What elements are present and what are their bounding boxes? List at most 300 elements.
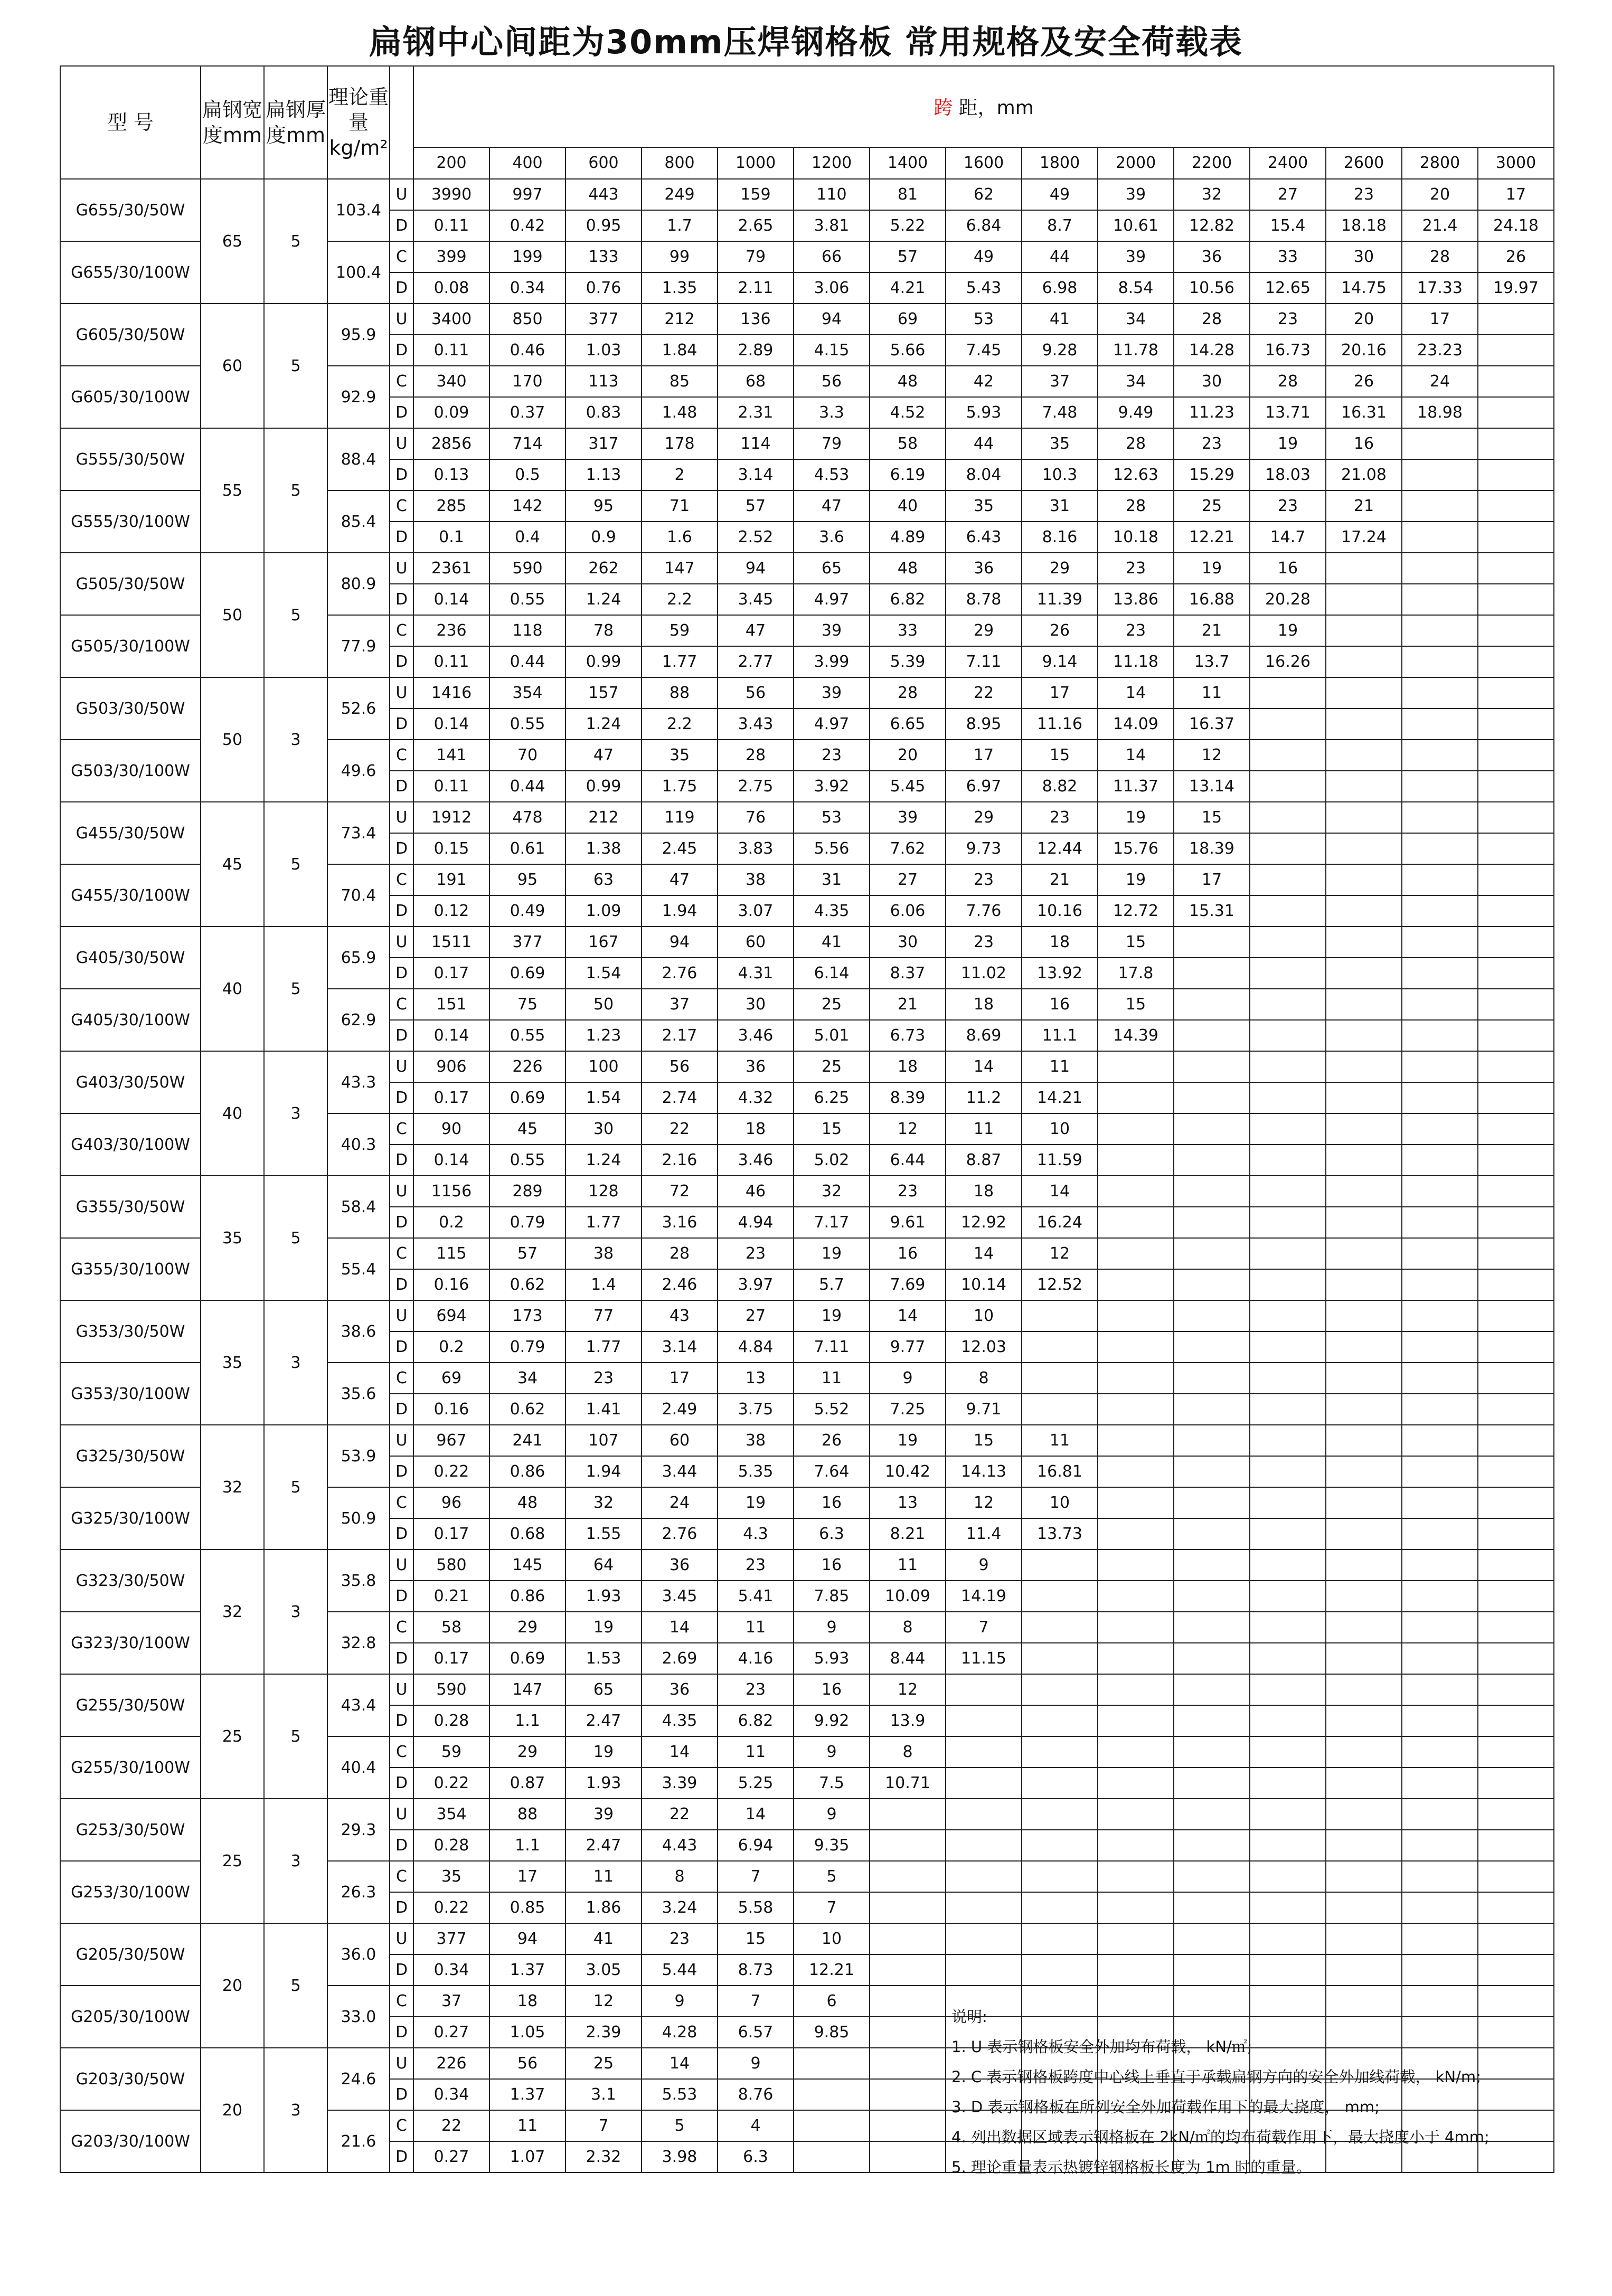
value-cell: 1.4 bbox=[565, 1269, 642, 1300]
value-cell: 30 bbox=[565, 1113, 642, 1145]
value-cell: 11 bbox=[565, 1861, 642, 1892]
empty-cell bbox=[1174, 1238, 1250, 1269]
flat-bar-thickness: 5 bbox=[264, 428, 327, 553]
value-cell: 30 bbox=[870, 927, 946, 958]
empty-cell bbox=[1174, 1674, 1250, 1705]
note-item: 4. 列出数据区域表示钢格板在 2kN/㎡的均布荷载作用下，最大挠度小于 4mm; bbox=[951, 2128, 1490, 2146]
value-cell: 9 bbox=[718, 2048, 794, 2079]
empty-cell bbox=[1402, 1300, 1478, 1331]
value-cell: 57 bbox=[489, 1238, 565, 1269]
load-type-letter: C bbox=[390, 490, 413, 522]
table-row bbox=[60, 1425, 1554, 1456]
empty-cell bbox=[1098, 1425, 1174, 1456]
span-value: 1600 bbox=[946, 147, 1022, 179]
empty-cell bbox=[1478, 1923, 1554, 1954]
flat-bar-width: 25 bbox=[201, 1799, 264, 1923]
empty-cell bbox=[1402, 490, 1478, 522]
value-cell: 38 bbox=[718, 864, 794, 895]
theoretical-weight: 50.9 bbox=[327, 1487, 390, 1549]
value-cell: 62 bbox=[946, 179, 1022, 210]
load-type-letter: U bbox=[390, 1176, 413, 1207]
value-cell: 30 bbox=[1174, 366, 1250, 397]
empty-cell bbox=[1174, 1051, 1250, 1082]
model-name: G505/30/50W bbox=[60, 553, 201, 615]
empty-cell bbox=[1174, 1518, 1250, 1549]
value-cell: 69 bbox=[413, 1363, 489, 1394]
value-cell: 11.37 bbox=[1098, 771, 1174, 802]
empty-cell bbox=[1098, 1799, 1174, 1830]
value-cell: 9.73 bbox=[946, 833, 1022, 864]
value-cell: 1.24 bbox=[565, 584, 642, 615]
value-cell: 8 bbox=[870, 1612, 946, 1643]
value-cell: 12.92 bbox=[946, 1207, 1022, 1238]
empty-cell bbox=[1478, 1363, 1554, 1394]
value-cell: 2 bbox=[642, 459, 718, 490]
empty-cell bbox=[1174, 1113, 1250, 1145]
empty-cell bbox=[1402, 771, 1478, 802]
empty-cell bbox=[1022, 1674, 1098, 1705]
value-cell: 2.76 bbox=[642, 958, 718, 989]
value-cell: 10 bbox=[1022, 1487, 1098, 1518]
table-row bbox=[60, 553, 1554, 584]
value-cell: 7.11 bbox=[946, 646, 1022, 677]
table-row bbox=[60, 927, 1554, 958]
empty-cell bbox=[1326, 1051, 1402, 1082]
value-cell: 0.42 bbox=[489, 210, 565, 241]
value-cell: 39 bbox=[565, 1799, 642, 1830]
value-cell: 11 bbox=[1174, 677, 1250, 708]
value-cell: 11.18 bbox=[1098, 646, 1174, 677]
value-cell: 49 bbox=[946, 241, 1022, 272]
empty-cell bbox=[794, 2079, 870, 2110]
value-cell: 13.14 bbox=[1174, 771, 1250, 802]
empty-cell bbox=[1098, 1363, 1174, 1394]
empty-cell bbox=[794, 2141, 870, 2172]
empty-cell bbox=[1478, 490, 1554, 522]
load-type-letter: U bbox=[390, 1425, 413, 1456]
value-cell: 0.08 bbox=[413, 272, 489, 304]
empty-cell bbox=[870, 1892, 946, 1923]
value-cell: 23 bbox=[718, 1238, 794, 1269]
value-cell: 12 bbox=[870, 1113, 946, 1145]
load-type-letter: D bbox=[390, 2017, 413, 2048]
load-type-letter: D bbox=[390, 1020, 413, 1051]
notes-heading: 说明: bbox=[951, 2008, 987, 2026]
empty-cell bbox=[1326, 1674, 1402, 1705]
value-cell: 11.15 bbox=[946, 1643, 1022, 1674]
value-cell: 18 bbox=[489, 1986, 565, 2017]
value-cell: 8.69 bbox=[946, 1020, 1022, 1051]
empty-cell bbox=[1478, 1238, 1554, 1269]
value-cell: 1.05 bbox=[489, 2017, 565, 2048]
empty-cell bbox=[946, 1674, 1022, 1705]
value-cell: 850 bbox=[489, 304, 565, 335]
value-cell: 4.43 bbox=[642, 1830, 718, 1861]
value-cell: 16.26 bbox=[1250, 646, 1326, 677]
value-cell: 3.39 bbox=[642, 1768, 718, 1799]
flat-bar-width: 20 bbox=[201, 1923, 264, 2048]
theoretical-weight: 21.6 bbox=[327, 2110, 390, 2172]
empty-cell bbox=[1174, 1892, 1250, 1923]
flat-bar-width: 45 bbox=[201, 802, 264, 927]
value-cell: 159 bbox=[718, 179, 794, 210]
empty-cell bbox=[1174, 1363, 1250, 1394]
value-cell: 157 bbox=[565, 677, 642, 708]
value-cell: 57 bbox=[718, 490, 794, 522]
value-cell: 36 bbox=[1174, 241, 1250, 272]
empty-cell bbox=[1174, 1425, 1250, 1456]
value-cell: 1912 bbox=[413, 802, 489, 833]
value-cell: 35 bbox=[413, 1861, 489, 1892]
table-row bbox=[60, 1549, 1554, 1581]
value-cell: 6.73 bbox=[870, 1020, 946, 1051]
empty-cell bbox=[1402, 1207, 1478, 1238]
value-cell: 5.43 bbox=[946, 272, 1022, 304]
value-cell: 5.66 bbox=[870, 335, 946, 366]
value-cell: 7.76 bbox=[946, 895, 1022, 927]
value-cell: 0.46 bbox=[489, 335, 565, 366]
theoretical-weight: 52.6 bbox=[327, 677, 390, 740]
value-cell: 64 bbox=[565, 1549, 642, 1581]
value-cell: 4.89 bbox=[870, 522, 946, 553]
empty-cell bbox=[1022, 1581, 1098, 1612]
value-cell: 96 bbox=[413, 1487, 489, 1518]
value-cell: 1.93 bbox=[565, 1768, 642, 1799]
empty-cell bbox=[1174, 1954, 1250, 1986]
load-type-letter: C bbox=[390, 1238, 413, 1269]
value-cell: 1.84 bbox=[642, 335, 718, 366]
flat-bar-width: 25 bbox=[201, 1674, 264, 1799]
value-cell: 354 bbox=[489, 677, 565, 708]
value-cell: 11.1 bbox=[1022, 1020, 1098, 1051]
value-cell: 56 bbox=[489, 2048, 565, 2079]
value-cell: 0.14 bbox=[413, 708, 489, 740]
empty-cell bbox=[1098, 1612, 1174, 1643]
empty-cell bbox=[1402, 1145, 1478, 1176]
empty-cell bbox=[1022, 1799, 1098, 1830]
value-cell: 8.87 bbox=[946, 1145, 1022, 1176]
empty-cell bbox=[1022, 1736, 1098, 1768]
flat-bar-thickness: 3 bbox=[264, 677, 327, 802]
value-cell: 11.23 bbox=[1174, 397, 1250, 428]
empty-cell bbox=[794, 2048, 870, 2079]
value-cell: 23 bbox=[718, 1674, 794, 1705]
empty-cell bbox=[1478, 1456, 1554, 1487]
empty-cell bbox=[1402, 708, 1478, 740]
empty-cell bbox=[1402, 833, 1478, 864]
empty-cell bbox=[1478, 1020, 1554, 1051]
load-type-letter: U bbox=[390, 927, 413, 958]
value-cell: 107 bbox=[565, 1425, 642, 1456]
theoretical-weight: 70.4 bbox=[327, 864, 390, 927]
flat-bar-width: 50 bbox=[201, 677, 264, 802]
empty-cell bbox=[1326, 1736, 1402, 1768]
empty-cell bbox=[1174, 1830, 1250, 1861]
value-cell: 14.28 bbox=[1174, 335, 1250, 366]
value-cell: 6.82 bbox=[870, 584, 946, 615]
value-cell: 42 bbox=[946, 366, 1022, 397]
value-cell: 3.92 bbox=[794, 771, 870, 802]
value-cell: 2.17 bbox=[642, 1020, 718, 1051]
empty-cell bbox=[1478, 553, 1554, 584]
value-cell: 3.75 bbox=[718, 1394, 794, 1425]
value-cell: 0.61 bbox=[489, 833, 565, 864]
theoretical-weight: 62.9 bbox=[327, 989, 390, 1051]
value-cell: 147 bbox=[642, 553, 718, 584]
value-cell: 1.37 bbox=[489, 1954, 565, 1986]
empty-cell bbox=[946, 1892, 1022, 1923]
theoretical-weight: 43.3 bbox=[327, 1051, 390, 1113]
empty-cell bbox=[1098, 1456, 1174, 1487]
theoretical-weight: 73.4 bbox=[327, 802, 390, 864]
value-cell: 23 bbox=[794, 740, 870, 771]
value-cell: 15 bbox=[946, 1425, 1022, 1456]
value-cell: 17.24 bbox=[1326, 522, 1402, 553]
value-cell: 14 bbox=[1098, 677, 1174, 708]
empty-cell bbox=[1174, 1331, 1250, 1363]
value-cell: 7.69 bbox=[870, 1269, 946, 1300]
value-cell: 443 bbox=[565, 179, 642, 210]
value-cell: 19 bbox=[794, 1300, 870, 1331]
load-type-letter: U bbox=[390, 677, 413, 708]
value-cell: 57 bbox=[870, 241, 946, 272]
value-cell: 0.49 bbox=[489, 895, 565, 927]
value-cell: 75 bbox=[489, 989, 565, 1020]
value-cell: 0.99 bbox=[565, 771, 642, 802]
value-cell: 18 bbox=[946, 1176, 1022, 1207]
empty-cell bbox=[1250, 1331, 1326, 1363]
empty-cell bbox=[1402, 989, 1478, 1020]
value-cell: 71 bbox=[642, 490, 718, 522]
empty-cell bbox=[1478, 1176, 1554, 1207]
empty-cell bbox=[1250, 895, 1326, 927]
value-cell: 12 bbox=[1174, 740, 1250, 771]
value-cell: 10.18 bbox=[1098, 522, 1174, 553]
value-cell: 34 bbox=[1098, 366, 1174, 397]
value-cell: 70 bbox=[489, 740, 565, 771]
value-cell: 25 bbox=[794, 989, 870, 1020]
value-cell: 0.22 bbox=[413, 1456, 489, 1487]
empty-cell bbox=[870, 2048, 946, 2079]
empty-cell bbox=[1402, 1394, 1478, 1425]
value-cell: 11 bbox=[489, 2110, 565, 2141]
value-cell: 18 bbox=[718, 1113, 794, 1145]
value-cell: 0.85 bbox=[489, 1892, 565, 1923]
load-type-letter: D bbox=[390, 771, 413, 802]
value-cell: 16.37 bbox=[1174, 708, 1250, 740]
value-cell: 4.31 bbox=[718, 958, 794, 989]
empty-cell bbox=[1402, 1674, 1478, 1705]
empty-cell bbox=[1478, 646, 1554, 677]
empty-cell bbox=[1478, 1300, 1554, 1331]
value-cell: 72 bbox=[642, 1176, 718, 1207]
empty-cell bbox=[1402, 1082, 1478, 1113]
value-cell: 9.28 bbox=[1022, 335, 1098, 366]
empty-cell bbox=[1478, 1487, 1554, 1518]
model-name: G203/30/100W bbox=[60, 2110, 201, 2172]
value-cell: 19 bbox=[1174, 553, 1250, 584]
value-cell: 21 bbox=[1174, 615, 1250, 646]
empty-cell bbox=[1326, 615, 1402, 646]
value-cell: 14.39 bbox=[1098, 1020, 1174, 1051]
value-cell: 0.17 bbox=[413, 958, 489, 989]
flat-bar-thickness: 5 bbox=[264, 1176, 327, 1300]
empty-cell bbox=[1478, 740, 1554, 771]
value-cell: 7 bbox=[946, 1612, 1022, 1643]
value-cell: 2.47 bbox=[565, 1705, 642, 1736]
value-cell: 13.71 bbox=[1250, 397, 1326, 428]
value-cell: 2.31 bbox=[718, 397, 794, 428]
empty-cell bbox=[1250, 1612, 1326, 1643]
value-cell: 14 bbox=[946, 1238, 1022, 1269]
empty-cell bbox=[1174, 1705, 1250, 1736]
value-cell: 3.43 bbox=[718, 708, 794, 740]
empty-cell bbox=[1098, 1145, 1174, 1176]
value-cell: 0.2 bbox=[413, 1331, 489, 1363]
empty-cell bbox=[1098, 1518, 1174, 1549]
empty-cell bbox=[1098, 1113, 1174, 1145]
value-cell: 95 bbox=[489, 864, 565, 895]
value-cell: 13.73 bbox=[1022, 1518, 1098, 1549]
empty-cell bbox=[1478, 677, 1554, 708]
value-cell: 8.54 bbox=[1098, 272, 1174, 304]
value-cell: 9.61 bbox=[870, 1207, 946, 1238]
value-cell: 7.45 bbox=[946, 335, 1022, 366]
value-cell: 15 bbox=[1174, 802, 1250, 833]
value-cell: 167 bbox=[565, 927, 642, 958]
empty-cell bbox=[946, 1736, 1022, 1768]
load-type-letter: C bbox=[390, 366, 413, 397]
value-cell: 24.18 bbox=[1478, 210, 1554, 241]
value-cell: 8.04 bbox=[946, 459, 1022, 490]
value-cell: 0.11 bbox=[413, 335, 489, 366]
load-type-letter: C bbox=[390, 864, 413, 895]
value-cell: 0.95 bbox=[565, 210, 642, 241]
value-cell: 28 bbox=[718, 740, 794, 771]
value-cell: 9.71 bbox=[946, 1394, 1022, 1425]
value-cell: 0.17 bbox=[413, 1082, 489, 1113]
model-name: G253/30/100W bbox=[60, 1861, 201, 1923]
value-cell: 11 bbox=[718, 1736, 794, 1768]
value-cell: 170 bbox=[489, 366, 565, 397]
empty-cell bbox=[1478, 397, 1554, 428]
empty-cell bbox=[1478, 771, 1554, 802]
value-cell: 3.14 bbox=[642, 1331, 718, 1363]
value-cell: 6.14 bbox=[794, 958, 870, 989]
flat-bar-width: 20 bbox=[201, 2048, 264, 2172]
flat-bar-thickness: 3 bbox=[264, 1051, 327, 1176]
empty-cell bbox=[1098, 1394, 1174, 1425]
value-cell: 47 bbox=[718, 615, 794, 646]
empty-cell bbox=[1326, 1363, 1402, 1394]
value-cell: 6.44 bbox=[870, 1145, 946, 1176]
value-cell: 35 bbox=[642, 740, 718, 771]
empty-cell bbox=[870, 1830, 946, 1861]
value-cell: 6.82 bbox=[718, 1705, 794, 1736]
empty-cell bbox=[1326, 1612, 1402, 1643]
value-cell: 78 bbox=[565, 615, 642, 646]
value-cell: 0.86 bbox=[489, 1581, 565, 1612]
empty-cell bbox=[1326, 1643, 1402, 1674]
value-cell: 0.16 bbox=[413, 1394, 489, 1425]
empty-cell bbox=[1478, 895, 1554, 927]
value-cell: 967 bbox=[413, 1425, 489, 1456]
model-name: G205/30/50W bbox=[60, 1923, 201, 1986]
empty-cell bbox=[1402, 740, 1478, 771]
value-cell: 31 bbox=[794, 864, 870, 895]
load-type-letter: U bbox=[390, 304, 413, 335]
value-cell: 28 bbox=[870, 677, 946, 708]
value-cell: 2856 bbox=[413, 428, 489, 459]
load-type-letter: C bbox=[390, 740, 413, 771]
note-item: 3. D 表示钢格板在所列安全外加荷载作用下的最大挠度， mm; bbox=[951, 2098, 1380, 2116]
empty-cell bbox=[1098, 1331, 1174, 1363]
value-cell: 17 bbox=[642, 1363, 718, 1394]
value-cell: 16.81 bbox=[1022, 1456, 1098, 1487]
value-cell: 22 bbox=[946, 677, 1022, 708]
load-type-letter: U bbox=[390, 2048, 413, 2079]
value-cell: 30 bbox=[718, 989, 794, 1020]
value-cell: 285 bbox=[413, 490, 489, 522]
value-cell: 6.65 bbox=[870, 708, 946, 740]
value-cell: 20.16 bbox=[1326, 335, 1402, 366]
empty-cell bbox=[1250, 989, 1326, 1020]
empty-cell bbox=[870, 2110, 946, 2141]
value-cell: 0.09 bbox=[413, 397, 489, 428]
value-cell: 10.09 bbox=[870, 1581, 946, 1612]
value-cell: 5.53 bbox=[642, 2079, 718, 2110]
value-cell: 2.39 bbox=[565, 2017, 642, 2048]
load-type-letter: D bbox=[390, 522, 413, 553]
empty-cell bbox=[1326, 958, 1402, 989]
value-cell: 26 bbox=[1022, 615, 1098, 646]
theoretical-weight: 26.3 bbox=[327, 1861, 390, 1923]
value-cell: 12.03 bbox=[946, 1331, 1022, 1363]
value-cell: 16 bbox=[1250, 553, 1326, 584]
empty-cell bbox=[1022, 1705, 1098, 1736]
empty-cell bbox=[1098, 1238, 1174, 1269]
value-cell: 14.21 bbox=[1022, 1082, 1098, 1113]
model-name: G655/30/100W bbox=[60, 241, 201, 304]
value-cell: 34 bbox=[1098, 304, 1174, 335]
value-cell: 7.64 bbox=[794, 1456, 870, 1487]
value-cell: 17 bbox=[489, 1861, 565, 1892]
theoretical-weight: 65.9 bbox=[327, 927, 390, 989]
value-cell: 5.7 bbox=[794, 1269, 870, 1300]
value-cell: 0.37 bbox=[489, 397, 565, 428]
empty-cell bbox=[1402, 1549, 1478, 1581]
empty-cell bbox=[1022, 1923, 1098, 1954]
theoretical-weight: 92.9 bbox=[327, 366, 390, 428]
theoretical-weight: 43.4 bbox=[327, 1674, 390, 1736]
value-cell: 1.41 bbox=[565, 1394, 642, 1425]
note-item: 1. U 表示钢格板安全外加均布荷载， kN/㎡; bbox=[951, 2038, 1252, 2056]
load-type-letter: D bbox=[390, 1581, 413, 1612]
value-cell: 1156 bbox=[413, 1176, 489, 1207]
value-cell: 37 bbox=[1022, 366, 1098, 397]
value-cell: 5.25 bbox=[718, 1768, 794, 1799]
value-cell: 13 bbox=[718, 1363, 794, 1394]
load-type-letter: U bbox=[390, 428, 413, 459]
model-name: G255/30/100W bbox=[60, 1736, 201, 1799]
value-cell: 8.21 bbox=[870, 1518, 946, 1549]
value-cell: 3990 bbox=[413, 179, 489, 210]
value-cell: 17 bbox=[1478, 179, 1554, 210]
load-type-letter: C bbox=[390, 615, 413, 646]
value-cell: 9.14 bbox=[1022, 646, 1098, 677]
value-cell: 11 bbox=[870, 1549, 946, 1581]
flat-bar-thickness: 3 bbox=[264, 1799, 327, 1923]
